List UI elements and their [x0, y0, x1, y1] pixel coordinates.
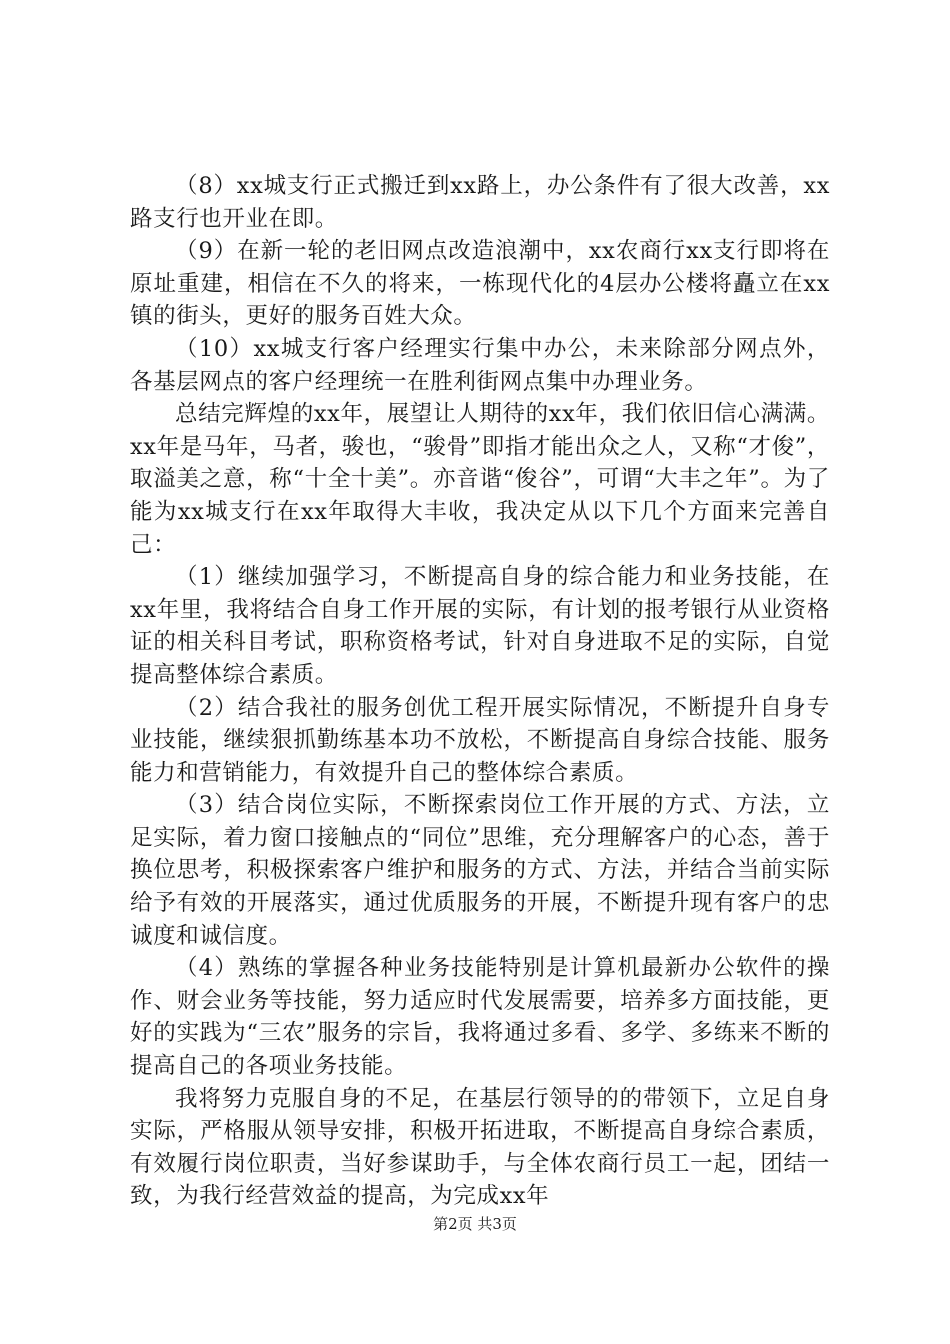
paragraph: （9）在新一轮的老旧网点改造浪潮中，xx农商行xx支行即将在原址重建，相信在不久的将来，一栋现代化的4层办公楼将矗立在xx镇的街头，更好的服务百姓大众。 — [130, 238, 830, 330]
paragraph: （4）熟练的掌握各种业务技能特别是计算机最新办公软件的操作、财会业务等技能，努力适应时代发展需要，培养多方面技能，更好的实践为“三农”服务的宗旨，我将通过多看、多学、多练来不断的提高自己的各项业务技能。 — [130, 955, 830, 1080]
paragraph: （1）继续加强学习，不断提高自身的综合能力和业务技能，在xx年里，我将结合自身工作开展的实际，有计划的报考银行从业资格证的相关科目考试，职称资格考试，针对自身进取不足的实际，自觉提高整体综合素质。 — [130, 564, 830, 688]
paragraph: （3）结合岗位实际，不断探索岗位工作开展的方式、方法，立足实际，着力窗口接触点的“同位”思维，充分理解客户的心态，善于换位思考，积极探索客户维护和服务的方式、方法，并结合当前实际给予有效的开展落实，通过优质服务的开展，不断提升现有客户的忠诚度和诚信度。 — [130, 792, 830, 949]
page-footer: 第2页 共3页 — [433, 1215, 517, 1233]
paragraph: （8）xx城支行正式搬迁到xx路上，办公条件有了很大改善，xx路支行也开业在即。 — [130, 173, 830, 232]
paragraph: （10）xx城支行客户经理实行集中办公，未来除部分网点外，各基层网点的客户经理统一在胜利街网点集中办理业务。 — [130, 335, 830, 395]
document-body — [130, 170, 830, 1213]
paragraph: （2）结合我社的服务创优工程开展实际情况，不断提升自身专业技能，继续狠抓勤练基本功不放松，不断提高自身综合技能、服务能力和营销能力，有效提升自己的整体综合素质。 — [130, 694, 830, 786]
paragraph: 总结完辉煌的xx年，展望让人期待的xx年，我们依旧信心满满。xx年是马年，马者，骏也，“骏骨”即指才能出众之人，又称“才俊”，取溢美之意，称“十全十美”。亦音谐“俊谷”，可谓“大丰之年”。为了能为xx城支行在xx年取得大丰收，我决定从以下几个方面来完善自己： — [130, 401, 830, 558]
paragraph: 我将努力克服自身的不足，在基层行领导的的带领下，立足自身实际，严格服从领导安排，积极开拓进取，不断提高自身综合素质，有效履行岗位职责，当好参谋助手，与全体农商行员工一起，团结一致，为我行经营效益的提高，为完成xx年 — [130, 1085, 830, 1210]
